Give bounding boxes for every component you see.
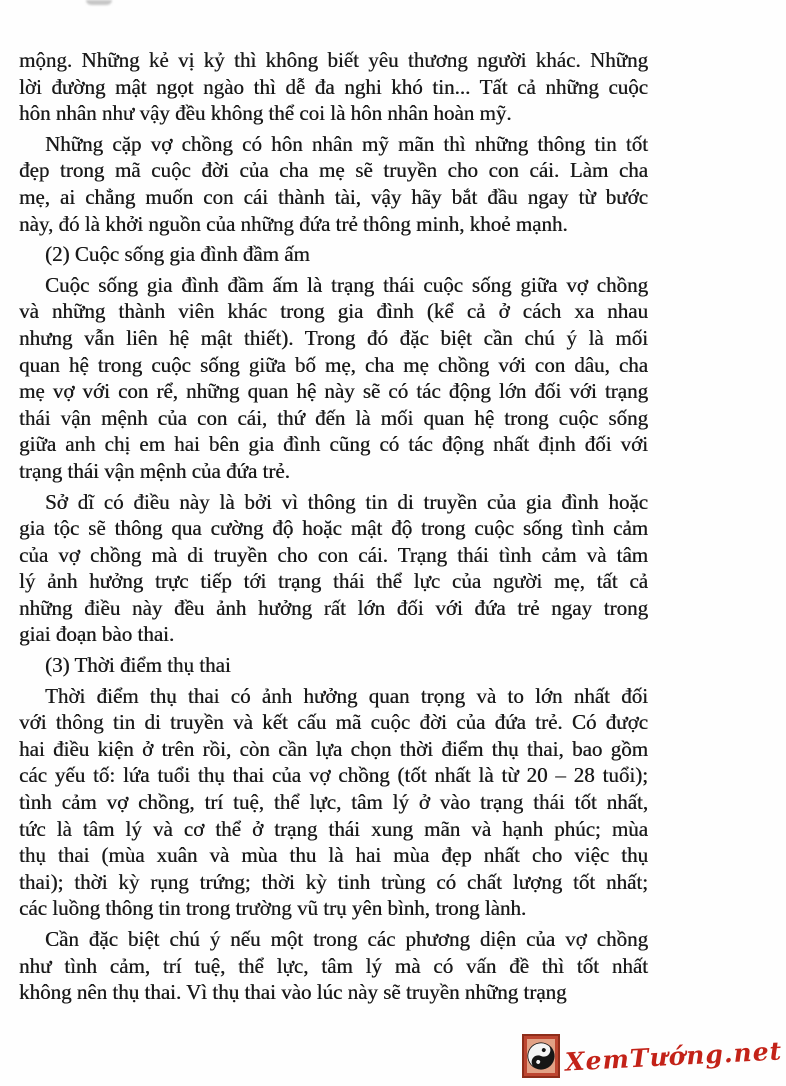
- text-line: Cần đặc biệt chú ý nếu một trong các phương diện của vợ chồng: [45, 927, 648, 951]
- paragraph: [19, 47, 648, 127]
- text-line: những điều này đều ảnh hưởng rất lớn đối với đứa trẻ ngay trong: [19, 595, 648, 620]
- text-line: như tình cảm, trí tuệ, thể lực, tâm lý mà có vấn đề thì tốt nhất: [19, 953, 648, 978]
- text-line: nhưng vẫn liên hệ mật thiết). Trong đó đặc biệt cần chú ý là mối: [19, 325, 648, 350]
- text-line: và những thành viên khác trong gia đình (kể cả ở cách xa nhau: [19, 299, 648, 324]
- text-column: [19, 47, 648, 1010]
- section-heading: [19, 241, 648, 268]
- text-line: quan hệ trong cuộc sống giữa bố mẹ, cha mẹ chồng với con dâu, cha: [19, 352, 648, 377]
- text-line: giai đoạn bào thai.: [19, 622, 175, 647]
- yin-yang-icon: [522, 1034, 560, 1078]
- text-line: trạng thái vận mệnh của đứa trẻ.: [19, 458, 290, 483]
- yin-yang-icon-frame: [527, 1039, 555, 1073]
- text-line: thụ thai (mùa xuân và mùa thu là hai mùa đẹp nhất cho việc thụ: [19, 843, 648, 868]
- text-line: (2) Cuộc sống gia đình đầm ấm: [45, 242, 310, 267]
- text-line: Thời điểm thụ thai có ảnh hưởng quan trọng và to lớn nhất đối: [45, 683, 648, 708]
- text-line: hai điều kiện ở trên rồi, còn cần lựa chọn thời điểm thụ thai, bao gồm: [19, 736, 648, 761]
- text-line: đẹp trong mã cuộc đời của cha mẹ sẽ truyền cho con cái. Làm cha: [19, 158, 648, 183]
- section-heading: [19, 652, 648, 679]
- text-line: thai); thời kỳ rụng trứng; thời kỳ tinh trùng có chất lượng tốt nhất;: [19, 869, 648, 894]
- text-line: này, đó là khởi nguồn của những đứa trẻ thông minh, khoẻ mạnh.: [19, 211, 568, 236]
- text-line: mộng. Những kẻ vị kỷ thì không biết yêu thương người khác. Những: [19, 48, 648, 72]
- text-line: mẹ, ai chẳng muốn con cái thành tài, vậy hãy bắt đầu ngay từ bước: [19, 184, 648, 209]
- text-line: gia tộc sẽ thông qua cường độ hoặc mật độ trong cuộc sống tình cảm: [19, 516, 648, 541]
- text-line: tức là tâm lý và cơ thể ở trạng thái xung mãn và hạnh phúc; mùa: [19, 816, 648, 841]
- text-line: hôn nhân như vậy đều không thể coi là hôn nhân hoàn mỹ.: [19, 101, 512, 126]
- text-line: không nên thụ thai. Vì thụ thai vào lúc này sẽ truyền những trạng: [19, 980, 567, 1005]
- paragraph: [19, 926, 648, 1006]
- text-line: Sở dĩ có điều này là bởi vì thông tin di truyền của gia đình hoặc: [45, 489, 648, 514]
- text-line: mẹ vợ với con rể, những quan hệ này sẽ có tác động lớn đối với trạng: [19, 379, 648, 404]
- text-line: (3) Thời điểm thụ thai: [45, 653, 231, 678]
- watermark-site-name: XemTướng.net: [564, 1035, 783, 1077]
- text-line: Cuộc sống gia đình đầm ấm là trạng thái cuộc sống giữa vợ chồng: [45, 272, 648, 297]
- text-line: của vợ chồng mà di truyền cho con cái. Trạng thái tình cảm và tâm: [19, 542, 648, 567]
- paragraph: [19, 683, 648, 922]
- watermark: [522, 1034, 782, 1078]
- paragraph: [19, 272, 648, 485]
- text-line: lý ảnh hưởng trực tiếp tới trạng thái thể lực của người mẹ, tất cả: [19, 569, 648, 594]
- scan-smudge: [86, 0, 112, 5]
- text-line: lời đường mật ngọt ngào thì dễ đa nghi khó tin... Tất cả những cuộc: [19, 74, 648, 99]
- text-line: với thông tin di truyền và kết cấu mã cuộc đời của đứa trẻ. Có được: [19, 710, 648, 735]
- text-line: tình cảm vợ chồng, trí tuệ, thể lực, tâm lý ở vào trạng thái tốt nhất,: [19, 790, 648, 815]
- text-line: các luồng thông tin trong trường vũ trụ yên bình, trong lành.: [19, 896, 527, 921]
- text-line: giữa anh chị em hai bên gia đình cũng có tác động nhất định đối với: [19, 432, 648, 457]
- paragraph: [19, 131, 648, 237]
- text-line: các yếu tố: lứa tuổi thụ thai của vợ chồng (tốt nhất là từ 20 – 28 tuổi);: [19, 763, 648, 788]
- text-line: Những cặp vợ chồng có hôn nhân mỹ mãn thì những thông tin tốt: [45, 131, 648, 156]
- paragraph: [19, 489, 648, 649]
- text-line: thái vận mệnh của con cái, thứ đến là mối quan hệ trong cuộc sống: [19, 405, 648, 430]
